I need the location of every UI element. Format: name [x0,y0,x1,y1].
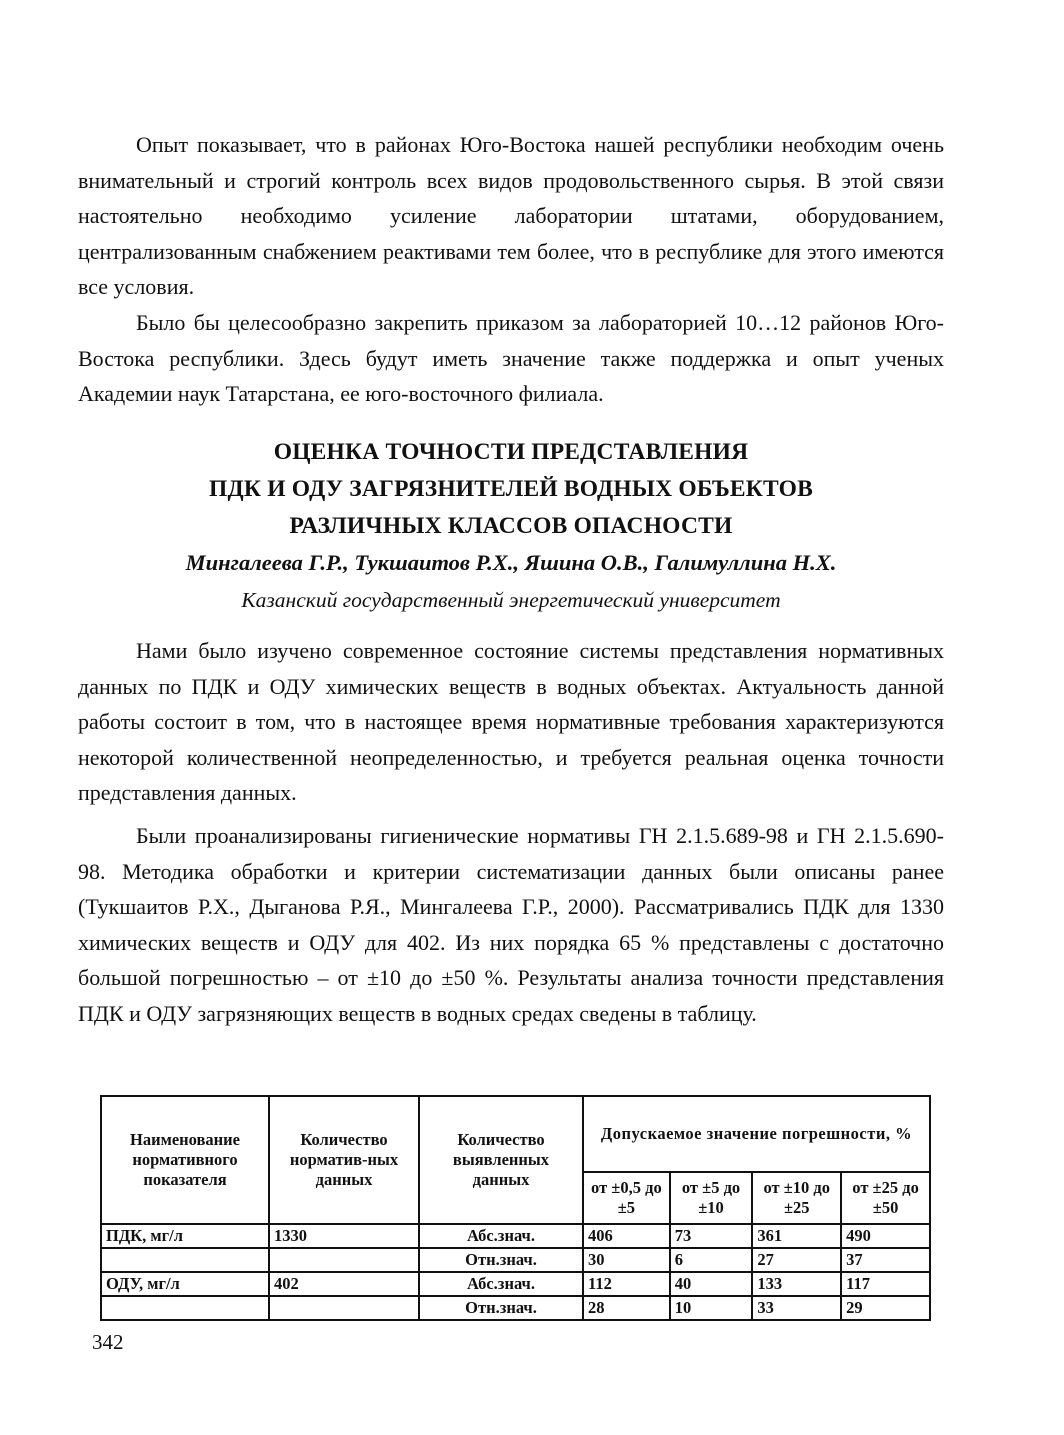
table-row [101,1296,930,1320]
article-paragraph-2: Были проанализированы гигиенические нормативы ГН 2.1.5.689-98 и ГН 2.1.5.690-98. Методика обработки и критерии систематизации данных были описаны ранее (Тукшаитов Р.Х., Дыганова Р.Я., Мингалеева Г.Р., 2000). Рассматривались ПДК для 1330 химических веществ и ОДУ для 402. Из них порядка 65 % представлены с достаточно большой погрешностью – от ±10 до ±50 %. Результаты анализа точности представления ПДК и ОДУ загрязняющих веществ в водных средах сведены в таблицу. [78,823,944,1026]
row-kind: Абс.знач. [419,1224,583,1248]
article-title-line-1: ОЦЕНКА ТОЧНОСТИ ПРЕДСТАВЛЕНИЯ [273,439,749,465]
page-number: 342 [92,1330,124,1354]
article-affiliation: Казанский государственный энергетический университет [241,588,781,612]
row-name: ОДУ, мг/л [101,1272,269,1296]
header-indicator-name: Наименование нормативного показателя [101,1096,269,1224]
row-value: 6 [670,1248,753,1272]
row-value: 27 [752,1248,841,1272]
row-kind: Отн.знач. [419,1296,583,1320]
header-data-count: Количество норматив-ных данных [269,1096,419,1224]
row-value: 112 [583,1272,670,1296]
row-name [101,1296,269,1320]
row-value: 490 [841,1224,930,1248]
row-count [269,1296,419,1320]
row-value: 10 [670,1296,753,1320]
table-row [101,1248,930,1272]
row-value: 37 [841,1248,930,1272]
row-kind: Отн.знач. [419,1248,583,1272]
table-header-row [101,1096,930,1172]
header-allowed-error: Допускаемое значение погрешности, % [583,1096,930,1172]
row-value: 28 [583,1296,670,1320]
table-row [101,1272,930,1296]
row-kind: Абс.знач. [419,1272,583,1296]
row-value: 40 [670,1272,753,1296]
header-range-4: от ±25 до ±50 [841,1172,930,1224]
row-value: 30 [583,1248,670,1272]
paragraph-intro-1: Опыт показывает, что в районах Юго-Востока нашей республики необходим очень внимательный и строгий контроль всех видов продовольственного сырья. В этой связи настоятельно необходимо усиление лаборатории штатами, оборудованием, централизованным снабжением реактивами тем более, что в республике для этого имеются все условия. [78,132,944,299]
row-value: 133 [752,1272,841,1296]
row-value: 29 [841,1296,930,1320]
row-value: 361 [752,1224,841,1248]
header-range-2: от ±5 до ±10 [670,1172,753,1224]
article-title-line-3: РАЗЛИЧНЫХ КЛАССОВ ОПАСНОСТИ [289,513,733,539]
row-value: 73 [670,1224,753,1248]
row-value: 406 [583,1224,670,1248]
table-row [101,1224,930,1248]
row-name [101,1248,269,1272]
header-range-1: от ±0,5 до ±5 [583,1172,670,1224]
row-value: 117 [841,1272,930,1296]
article-authors: Мингалеева Г.Р., Тукшаитов Р.Х., Яшина О.В., Галимуллина Н.Х. [185,550,837,575]
header-range-3: от ±10 до ±25 [752,1172,841,1224]
header-found-count: Количество выявленных данных [419,1096,583,1224]
row-count: 1330 [269,1224,419,1248]
row-count: 402 [269,1272,419,1296]
row-count [269,1248,419,1272]
article-title-line-2: ПДК И ОДУ ЗАГРЯЗНИТЕЛЕЙ ВОДНЫХ ОБЪЕКТОВ [209,476,813,502]
article-paragraph-1: Нами было изучено современное состояние системы представления нормативных данных по ПДК и ОДУ химических веществ в водных объектах. Актуальность данной работы состоит в том, что в настоящее время нормативные требования характеризуются некоторой количественной неопределенностью, и требуется реальная оценка точности представления данных. [78,638,944,805]
row-name: ПДК, мг/л [101,1224,269,1248]
paragraph-intro-2: Было бы целесообразно закрепить приказом за лабораторией 10…12 районов Юго-Востока республики. Здесь будут иметь значение также поддержка и опыт ученых Академии наук Татарстана, ее юго-восточного филиала. [78,310,944,406]
row-value: 33 [752,1296,841,1320]
results-table [100,1095,931,1321]
